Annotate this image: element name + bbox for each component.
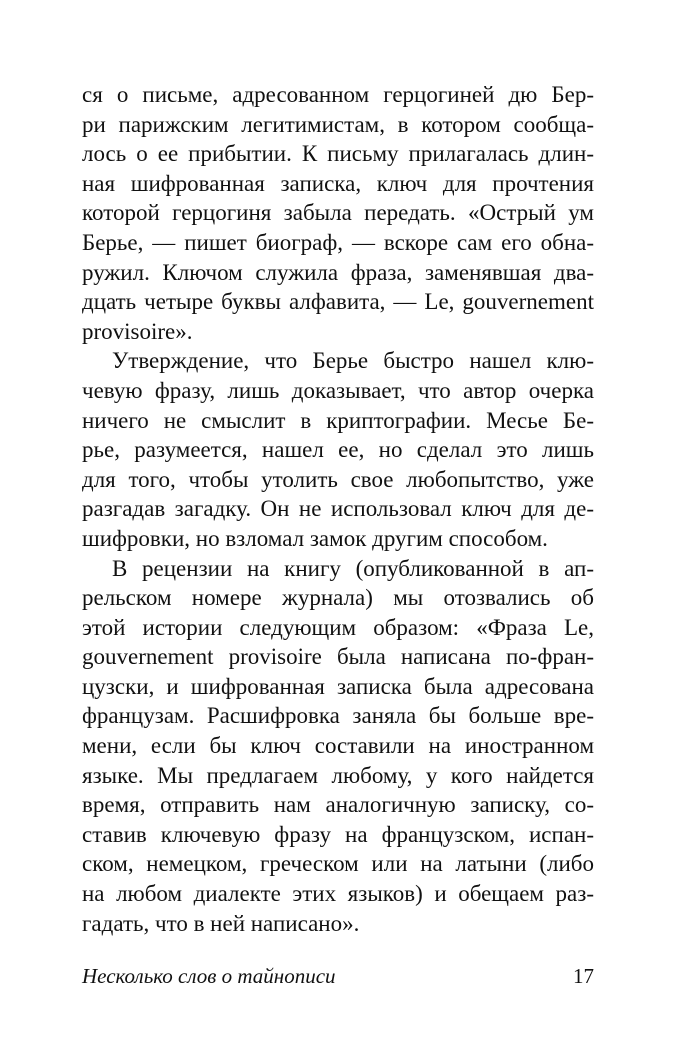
page-number: 17 [573,964,594,988]
running-title: Несколько слов о тайнописи [82,964,336,988]
text-line: чевую фразу, лишь доказывает, что автор очерка [82,377,594,403]
text-line: языке. Мы предлагаем любому, у кого найдется [82,762,594,788]
text-line: ском, немецком, греческом или на латыни (либо [82,851,594,877]
text-line: Берье, — пишет биограф, — вскоре сам его обна- [82,229,594,255]
text-line: provisoire». [82,318,193,344]
text-line: шифровки, но взломал замок другим способом. [82,525,548,551]
text-line: которой герцогиня забыла передать. «Острый ум [82,200,594,226]
text-line: этой истории следующим образом: «Фраза Le, [82,614,594,640]
text-line: В рецензии на книгу (опубликованной в ап- [112,555,594,581]
text-line: ставив ключевую фразу на французском, испан- [82,821,594,847]
text-line: ружил. Ключом служила фраза, заменявшая два- [82,259,594,285]
text-line: для того, чтобы утолить свое любопытство, уже [82,466,594,492]
text-line: ничего не смыслит в криптографии. Месье Бе- [82,407,594,433]
text-line: цузски, и шифрованная записка была адресована [82,673,594,699]
text-line: рье, разумеется, нашел ее, но сделал это лишь [82,437,594,463]
text-line: время, отправить нам аналогичную записку, со- [82,792,594,818]
text-line: разгадав загадку. Он не использовал ключ для де- [82,496,594,522]
text-line: мени, если бы ключ составили на иностранном [82,733,594,759]
text-line: французам. Расшифровка заняла бы больше вре- [82,703,594,729]
text-line: гадать, что в ней написано». [82,910,360,936]
text-line: ная шифрованная записка, ключ для прочтения [82,170,594,196]
text-line: дцать четыре буквы алфавита, — Le, gouvernement [82,289,594,315]
text-line: Утверждение, что Берье быстро нашел клю- [112,348,594,374]
text-line: лось о ее прибытии. К письму прилагалась длин- [82,141,594,167]
page-footer [82,960,594,992]
text-line: рельском номере журнала) мы отозвались об [82,585,594,611]
text-line: ся о письме, адресованном герцогиней дю Бер- [82,82,594,107]
text-line: gouvernement provisoire была написана по-фран- [82,644,594,670]
text-line: на любом диалекте этих языков) и обещаем раз- [82,881,594,907]
body-text [82,80,594,938]
text-line: ри парижским легитимистам, в котором сообща- [82,111,594,137]
